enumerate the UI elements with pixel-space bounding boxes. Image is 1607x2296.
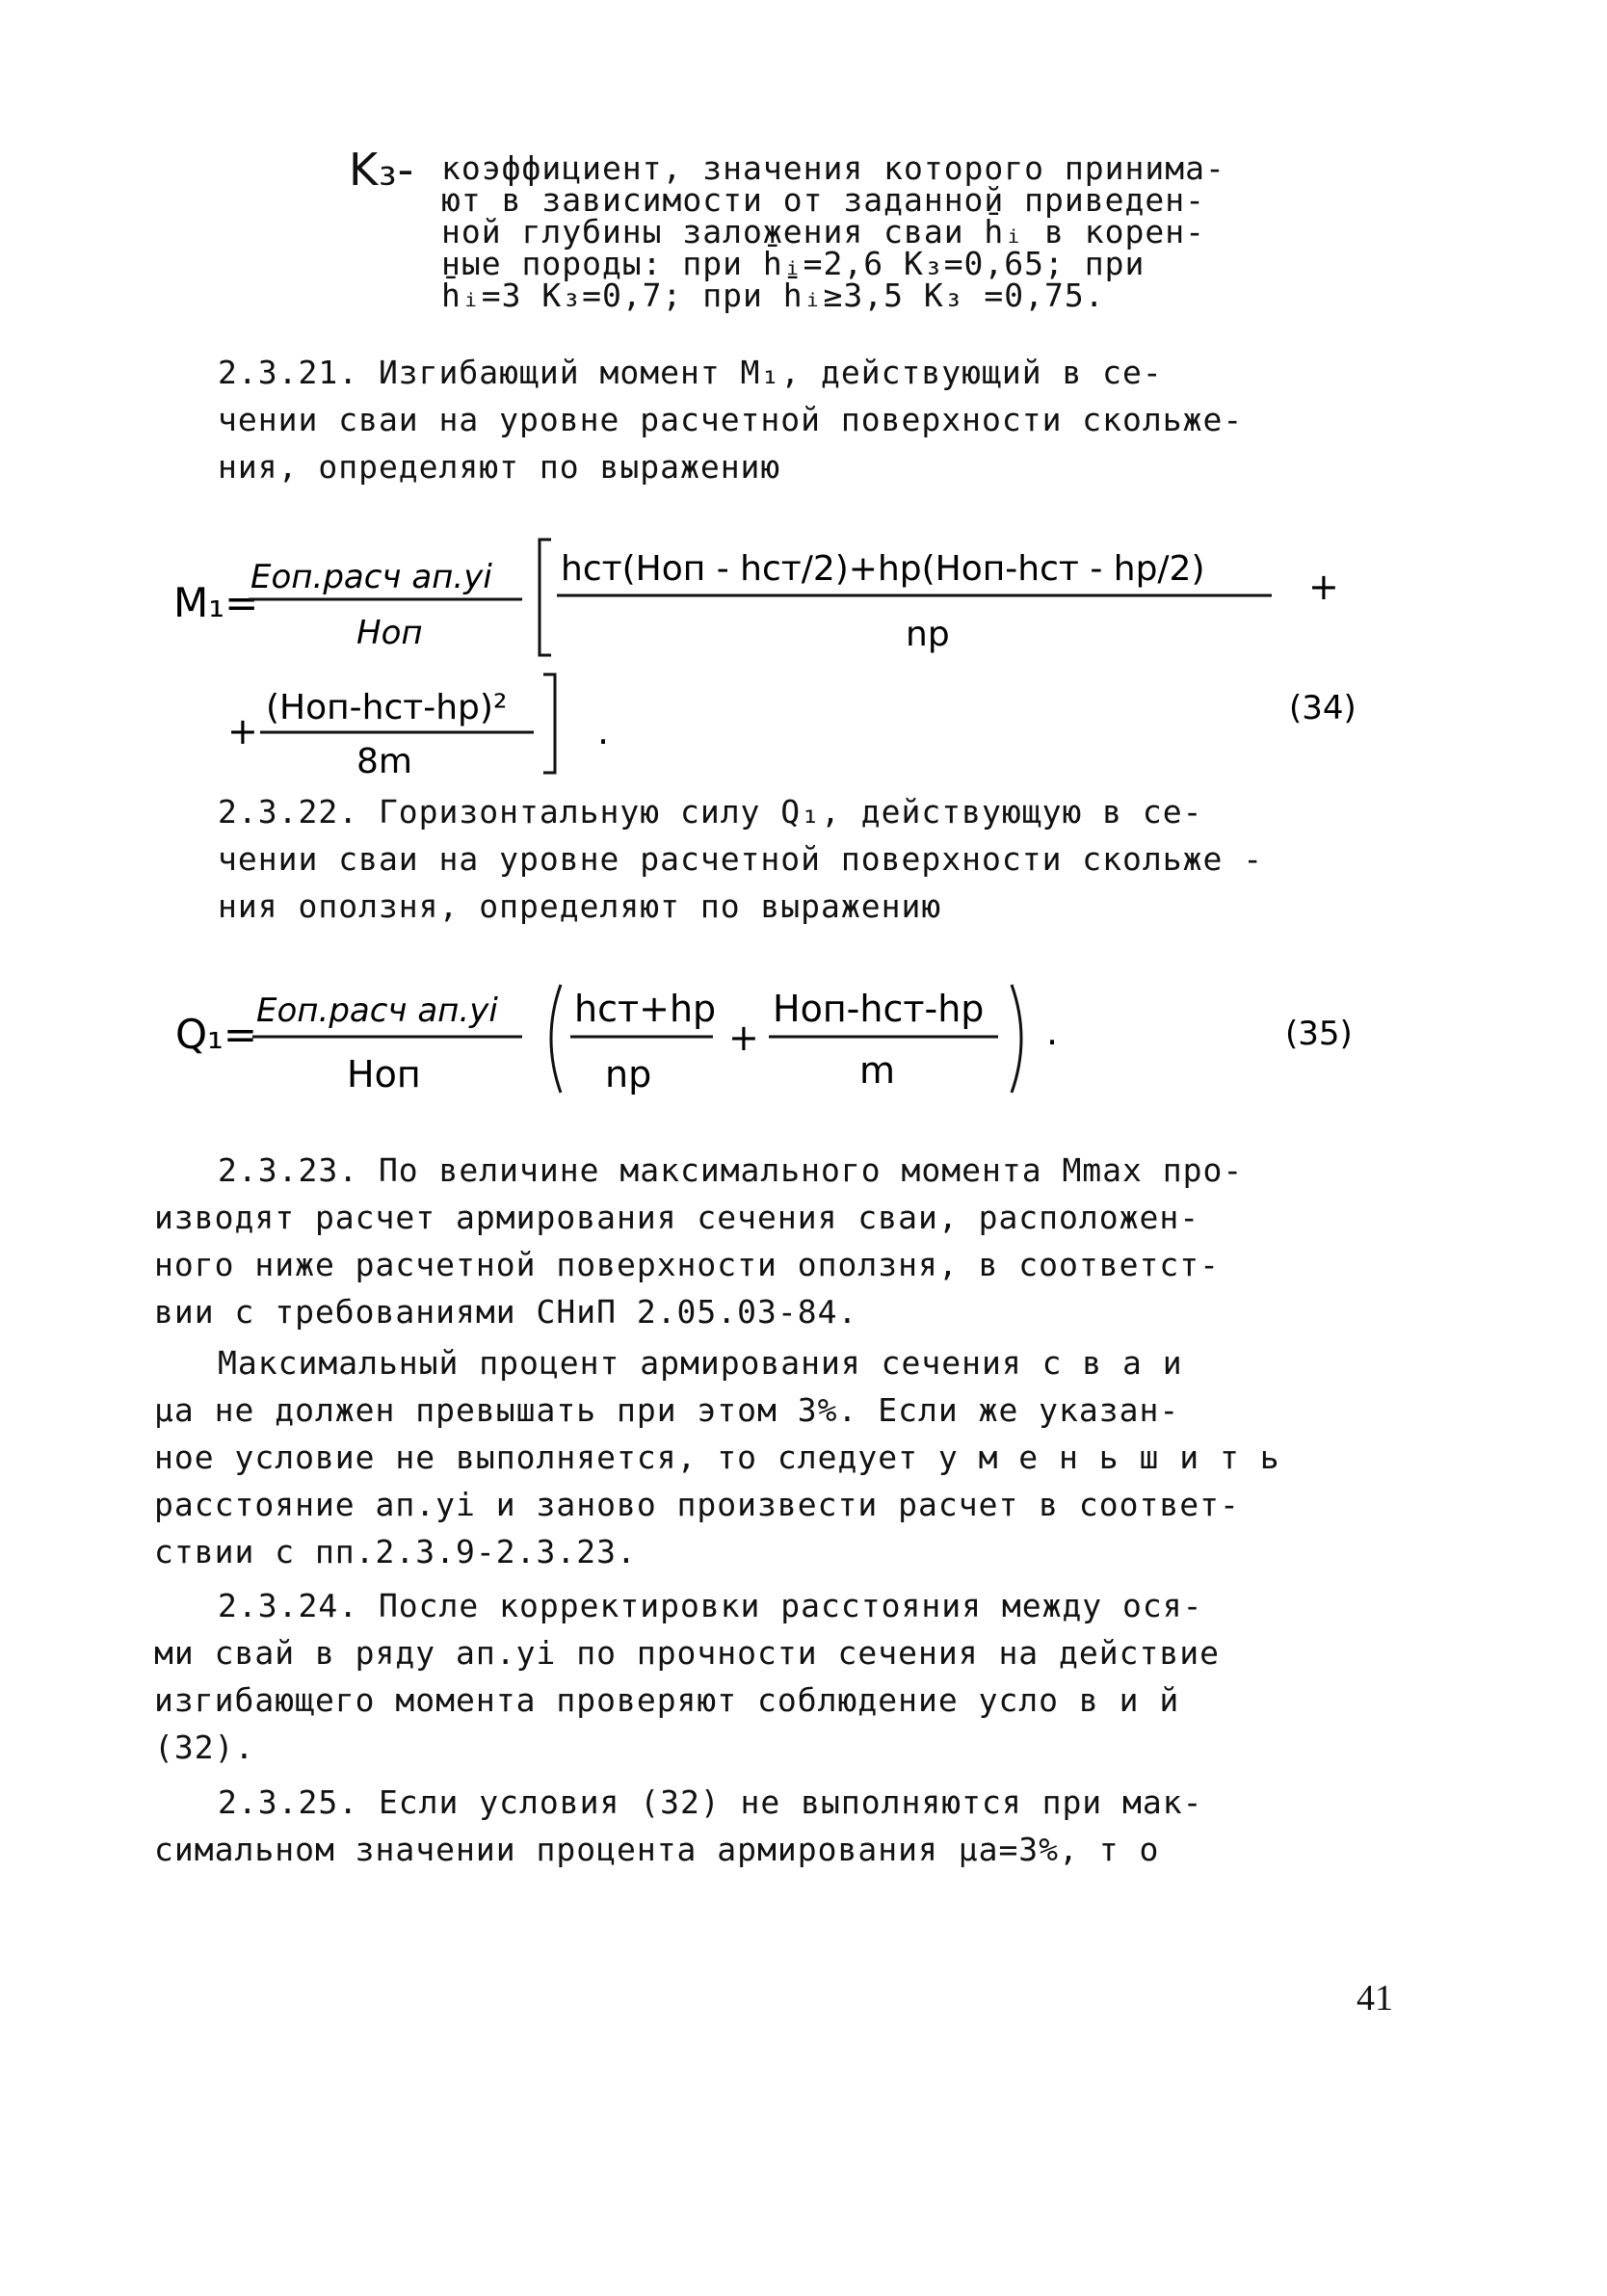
pmax-line-3: ное условие не выполняется, то следует у м е н ь ш и т ь [154,1438,1280,1476]
f34-bracket-num: hст(Hоп - hст/2)+hр(Hоп-hст - hр/2) [561,549,1205,589]
formula-35 [164,963,1407,1118]
f35-f2-num: hст+hр [574,988,717,1030]
p2325-line-2: симальном значении процента армирования μа=3%, т о [154,1831,1160,1868]
f35-f3-num: Hоп-hст-hр [773,988,985,1030]
f34-end: . [597,710,610,752]
f34-plus: + [1308,566,1339,608]
f35-number: (35) [1285,1015,1353,1053]
pmax-line-5: ствии с пп.2.3.9-2.3.23. [154,1533,637,1570]
paragraph-2-3-21 [218,349,1243,490]
p2321-line-2: чении сваи на уровне расчетной поверхности скольже- [218,401,1244,438]
p2322-line-3: ния оползня, определяют по выражению [218,887,942,925]
f34-lhs: M₁= [173,579,259,626]
f34-frac1-den: Hоп [356,614,423,652]
k3-line-2: ют в зависимости от заданной приведен- [441,181,1205,219]
f34-frac2-num: (Hоп-hст-hр)² [266,688,508,727]
paragraph-max-percent [154,1339,1280,1575]
pmax-line-2: μа не должен превышать при этом 3%. Если же указан- [154,1391,1180,1429]
p2324-line-4: (32). [154,1729,255,1766]
k3-line-5: h̄ᵢ=3 K₃=0,7; при h̄ᵢ≥3,5 K₃ =0,75. [441,277,1105,314]
f34-second-plus: + [227,710,258,752]
f35-lhs: Q₁= [175,1011,258,1058]
f35-paren-left [551,985,561,1093]
p2323-line-1: 2.3.23. По величине максимального момента Mmax про- [218,1151,1244,1189]
f34-bracket-left [540,540,551,655]
p2321-line-3: ния, определяют по выражению [218,448,781,486]
f35-paren-right [1012,985,1021,1093]
f34-number: (34) [1289,689,1357,727]
page-number: 41 [1357,1978,1393,2019]
p2324-line-2: ми свай в ряду aп.уi по прочности сечения на действие [154,1634,1220,1672]
paragraph-2-3-24 [154,1582,1220,1771]
p2322-line-2: чении сваи на уровне расчетной поверхности скольже - [218,840,1264,878]
k3-symbol: K₃- [349,144,415,196]
f35-frac1-den: Hоп [347,1053,421,1095]
f34-bracket-right [543,674,555,773]
p2323-line-4: вии с требованиями СНиП 2.05.03-84. [154,1293,858,1331]
k3-line-1: коэффициент, значения которого принима- [441,149,1225,187]
f35-end: . [1046,1011,1059,1053]
k3-line-3: ной глубины заложения сваи h̄ᵢ в корен- [441,213,1205,251]
p2323-line-2: изводят расчет армирования сечения сваи, расположен- [154,1199,1200,1236]
f34-bracket-den: nр [906,615,950,654]
pmax-line-4: расстояние aп.уi и заново произвести расчет в соответ- [154,1486,1240,1523]
f35-frac1-num: Eоп.расч aп.уi [256,991,498,1030]
pmax-line-1: Максимальный процент армирования сечения с в а и [218,1344,1183,1382]
p2321-line-1: 2.3.21. Изгибающий момент M₁, действующий в се- [218,354,1163,391]
p2322-line-1: 2.3.22. Горизонтальную силу Q₁, действующую в се- [218,793,1203,831]
p2324-line-3: изгибающего момента проверяют соблюдение усло в и й [154,1681,1180,1719]
paragraph-2-3-25 [154,1779,1203,1873]
paragraph-2-3-23 [154,1147,1243,1335]
p2323-line-3: ного ниже расчетной поверхности оползня, в соответст- [154,1246,1220,1283]
f34-frac2-den: 8m [356,742,412,780]
p2324-line-1: 2.3.24. После корректировки расстояния между ося- [218,1587,1203,1624]
p2325-line-1: 2.3.25. Если условия (32) не выполняются при мак- [218,1783,1203,1821]
f34-frac1-num: Eоп.расч aп.уi [250,558,492,596]
paragraph-2-3-22 [218,788,1263,930]
f35-f3-den: m [859,1049,896,1092]
f35-f2-den: nр [605,1053,652,1095]
k3-line-4: ные породы: при h̄ᵢ=2,6 K₃=0,65; при [441,245,1146,282]
formula-34 [164,491,1407,780]
f35-plus: + [728,1016,759,1059]
